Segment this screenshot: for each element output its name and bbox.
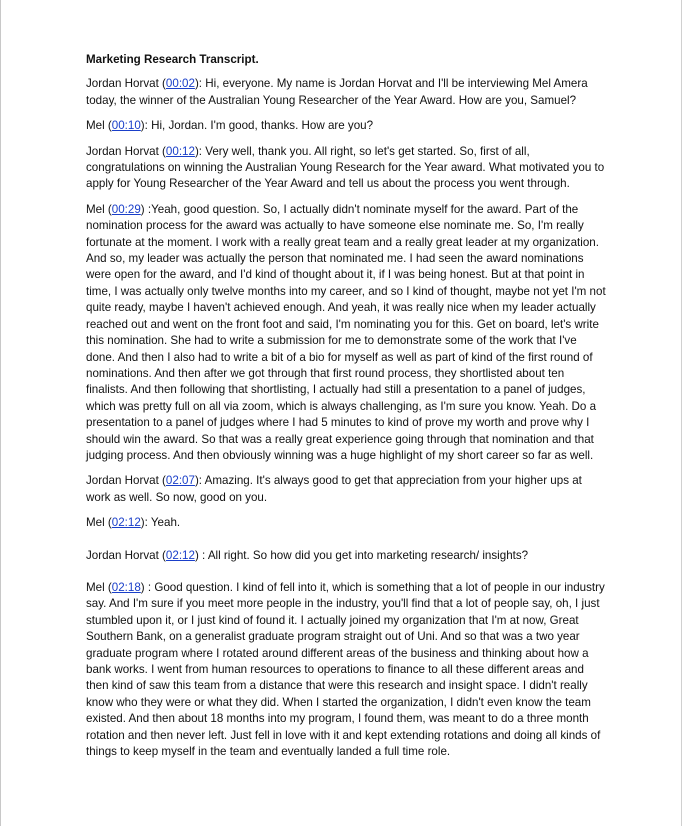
separator: ): [194,144,206,158]
utterance-text: Yeah, good question. So, I actually didn't nominate myself for the award. Part of the nomination process for the award was actually to have someone else nominate me. So, I'm really fortunate at the moment. I work with a really great team and a really great leader at my organization. And so, my leader was actually the person that nominated me. I had seen the award nominations were open for the award, and I'd kind of thought about it, if I was being honest. But at that point in time, I was actually only twelve months into my career, and so I kind of thought, maybe not yet I'm not quite ready, maybe I haven't achieved enough. And yeah, it was really nice when my leader actually reached out and went on the front foot and said, I'm nominating you for this. Get on board, let's write this nomination. She had to write a submission for me to demonstrate some of the work that I've done. And then I also had to write a bit of a bio for myself as well as part of kind of the first round of nominations. And then after we got through that first round process, they shortlisted about ten finalists. And then following that shortlisting, I actually had still a presentation to a panel of judges, which was pretty full on all via zoom, which is always challenging, as I'm sure you know. Yeah. Do a presentation to a panel of judges where I had 5 minutes to kind of prove my worth and prove why I should win the award. So that was a really great experience going through that nomination and that judging process. And then obviously winning was a huge highlight of my short career so far as well. [86,202,606,462]
speaker-name: Jordan Horvat [86,548,159,562]
utterance-text: All right. So how did you get into marketing research/ insights? [207,548,529,562]
separator: ) : [140,202,152,216]
timestamp-link[interactable]: 02:18 [111,580,141,594]
separator: ): [194,474,205,488]
separator: ): [140,119,152,133]
speaker-name: Mel [86,119,105,133]
speaker-name: Mel [86,516,105,530]
separator: ) : [140,580,155,594]
timestamp-link[interactable]: 00:29 [111,202,141,216]
timestamp-link[interactable]: 00:02 [165,77,195,91]
separator: ): [194,77,206,91]
timestamp-link[interactable]: 02:07 [165,474,195,488]
speaker-name: Jordan Horvat [86,474,159,488]
speaker-name: Jordan Horvat [86,144,159,158]
timestamp-link[interactable]: 02:12 [111,516,141,530]
transcript-entry: Jordan Horvat (00:02): Hi, everyone. My name is Jordan Horvat and I'll be interviewing Mel Amera today, the winner of the Australian Young Researcher of the Year Award. How are you, Samuel? [86,77,588,107]
transcript-entry: Jordan Horvat (02:12) : All right. So how did you get into marketing research/ insights? [86,548,529,562]
document-title: Marketing Research Transcript. [86,53,259,66]
timestamp-link[interactable]: 00:12 [165,144,195,158]
utterance-text: Very well, thank you. All right, so let's get started. So, first of all, congratulations on winning the Australian Young Research for the Year award. What motivated you to apply for Young Researcher of the Year Award and tell us about the process you went through. [86,144,605,191]
utterance-text: Amazing. It's always good to get that appreciation from your higher ups at work as well. So now, good on you. [86,474,582,504]
timestamp-link[interactable]: 00:10 [111,119,141,133]
transcript-entry: Mel (02:12): Yeah. [86,516,181,530]
utterance-text: Hi, everyone. My name is Jordan Horvat and I'll be interviewing Mel Amera today, the winner of the Australian Young Researcher of the Year Award. How are you, Samuel? [86,77,588,107]
transcript-entry: Jordan Horvat (00:12): Very well, thank you. All right, so let's get started. So, first of all, congratulations on winning the Australian Young Research for the Year award. What motivated you to apply for Young Researcher of the Year Award and tell us about the process you went through. [86,144,605,191]
utterance-text: Yeah. [150,516,181,530]
separator: ): [140,516,151,530]
transcript-entry: Jordan Horvat (02:07): Amazing. It's always good to get that appreciation from your higher ups at work as well. So now, good on you. [86,474,582,504]
transcript-entry: Mel (00:10): Hi, Jordan. I'm good, thanks. How are you? [86,119,374,133]
transcript-document [86,52,606,769]
transcript-entry: Mel (00:29) :Yeah, good question. So, I actually didn't nominate myself for the award. Part of the nomination process for the award was actually to have someone else nominate me. So, I'm really fortunate at the moment. I work with a really great team and a really great leader at my organization. And so, my leader was actually the person that nominated me. I had seen the award nominations were open for the award, and I'd kind of thought about it, if I was being honest. But at that point in time, I was actually only twelve months into my career, and so I kind of thought, maybe not yet I'm not quite ready, maybe I haven't achieved enough. And yeah, it was really nice when my leader actually reached out and went on the front foot and said, I'm nominating you for this. Get on board, let's write this nomination. She had to write a submission for me to demonstrate some of the work that I've done. And then I also had to write a bit of a bio for myself as well as part of kind of the first round of nominations. And then after we got through that first round process, they shortlisted about ten finalists. And then following that shortlisting, I actually had still a presentation to a panel of judges, which was pretty full on all via zoom, which is always challenging, as I'm sure you know. Yeah. Do a presentation to a panel of judges where I had 5 minutes to kind of prove my worth and prove why I should win the award. So that was a really great experience going through that nomination and that judging process. And then obviously winning was a huge highlight of my short career so far as well. [86,202,606,462]
speaker-name: Jordan Horvat [86,77,159,91]
utterance-text: Good question. I kind of fell into it, which is something that a lot of people in our industry say. And I'm sure if you meet more people in the industry, you'll find that a lot of people say, oh, I just stumbled upon it, or I just kind of found it. I actually joined my organization that I'm at now, Great Southern Bank, on a generalist graduate program straight out of Uni. And so that was a two year graduate program where I rotated around different areas of the business and thinking about how a bank works. I went from human resources to operations to finance to all these different areas and then kind of saw this team from a distance that were this research and insight space. I didn't really know who they were or what they did. When I started the organization, I didn't even know the team existed. And then about 18 months into my program, I found them, was meant to do a three month rotation and then never left. Just fell in love with it and kept extending rotations and doing all kinds of things to keep myself in the team and eventually landed a full time role. [86,580,605,759]
speaker-name: Mel [86,202,105,216]
timestamp-link[interactable]: 02:12 [165,548,195,562]
page-edge [0,0,1,826]
scroll-edge [681,0,682,826]
transcript-entry: Mel (02:18) : Good question. I kind of fell into it, which is something that a lot of people in our industry say. And I'm sure if you meet more people in the industry, you'll find that a lot of people say, oh, I just stumbled upon it, or I just kind of found it. I actually joined my organization that I'm at now, Great Southern Bank, on a generalist graduate program straight out of Uni. And so that was a two year graduate program where I rotated around different areas of the business and thinking about how a bank works. I went from human resources to operations to finance to all these different areas and then kind of saw this team from a distance that were this research and insight space. I didn't really know who they were or what they did. When I started the organization, I didn't even know the team existed. And then about 18 months into my program, I found them, was meant to do a three month rotation and then never left. Just fell in love with it and kept extending rotations and doing all kinds of things to keep myself in the team and eventually landed a full time role. [86,580,605,759]
separator: ) : [194,548,208,562]
speaker-name: Mel [86,580,105,594]
utterance-text: Hi, Jordan. I'm good, thanks. How are you? [151,119,374,133]
